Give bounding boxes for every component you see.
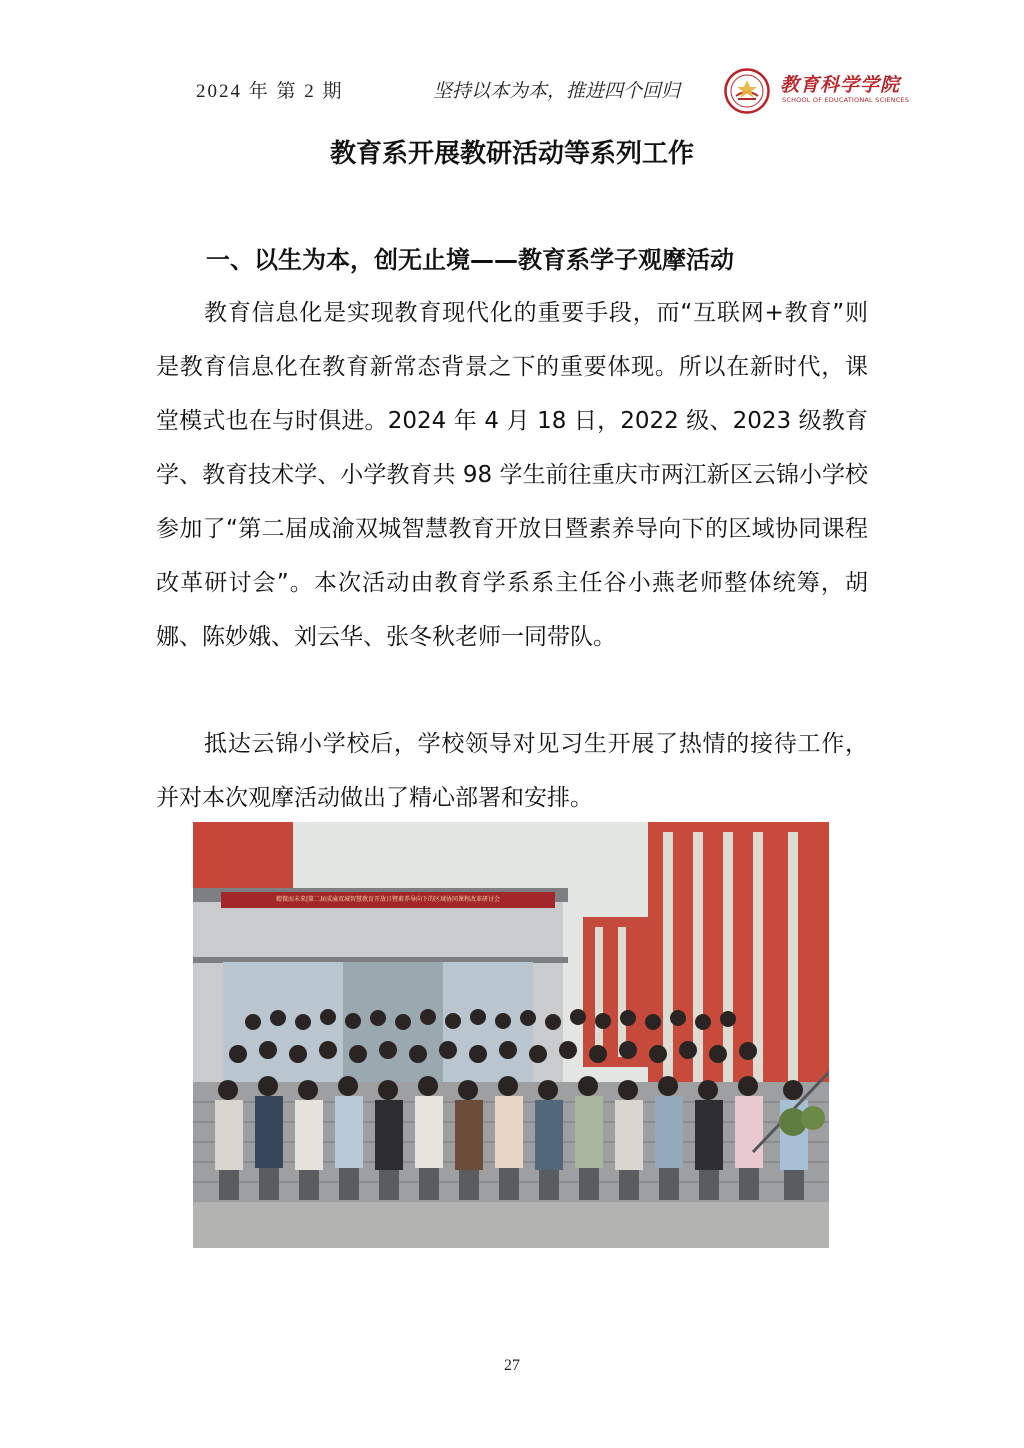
section-heading: 一、以生为本，创无止境——教育系学子观摩活动 (206, 246, 734, 274)
body-paragraph: 抵达云锦小学校后，学校领导对见习生开展了热情的接待工作，并对本次观摩活动做出了精心部署和安排。 (156, 731, 868, 811)
photo-banner: 精微而未来|第二届成渝双城智慧教育开放日暨素养导向下的区域协同课程改革研讨会 (275, 896, 501, 903)
article-title: 教育系开展教研活动等系列工作 (329, 139, 694, 169)
school-seal-icon (724, 68, 770, 114)
page-header (0, 68, 1024, 114)
logo-subtitle: SCHOOL OF EDUCATIONAL SCIENCES (782, 96, 910, 104)
group-photo-illustration (193, 822, 829, 1248)
issue-label: 2024 年 第 2 期 (196, 81, 344, 102)
body-paragraph: 教育信息化是实现教育现代化的重要手段，而“互联网+教育”则是教育信息化在教育新常态背景之下的重要体现。所以在新时代，课堂模式也在与时俱进。2024 年 4 月 18 日，2022 级、2023 级教育学、教育技术学、小学教育共 98 学生前往重庆市两江新区云锦小学校参加了“第二届成渝双城智慧教育开放日暨素养导向下的区域协同课程改革研讨会”。本次活动由教育学系系主任谷小燕老师整体统筹，胡娜、陈妙娥、刘云华、张冬秋老师一同带队。 (156, 300, 868, 650)
page-number: 27 (504, 1357, 520, 1374)
school-logo (724, 68, 914, 114)
slogan: 坚持以本为本，推进四个回归 (433, 80, 681, 102)
logo-name: 教育科学学院 (780, 74, 901, 96)
group-photo (193, 822, 829, 1248)
